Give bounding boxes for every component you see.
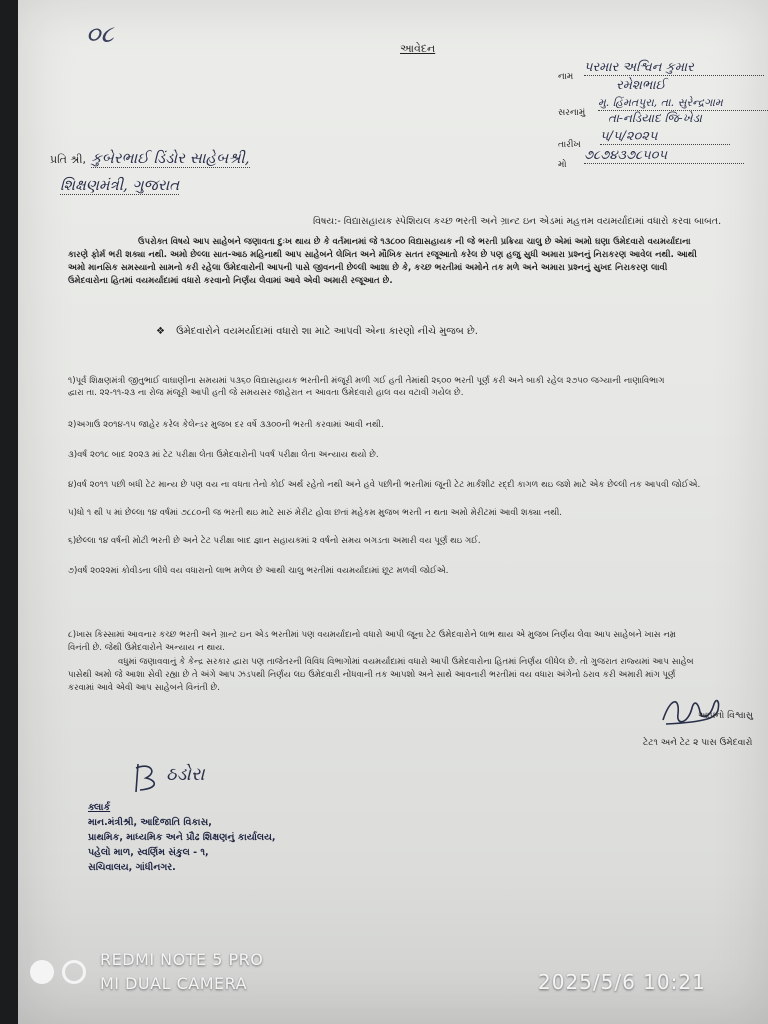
camera-watermark	[30, 948, 263, 996]
clerk-scribble-icon	[130, 758, 170, 798]
intro-paragraph	[68, 236, 768, 288]
point-item	[68, 566, 768, 576]
sender-block	[558, 60, 768, 172]
date-label: તારીખ	[558, 140, 581, 150]
office-stamp	[88, 800, 276, 875]
point-line: વિનંતી છે. જેથી ઉમેદવારોને અન્યાય ન થાય.	[68, 643, 226, 653]
photo-datetime: 2025/5/6 10:21	[538, 970, 706, 994]
point-item	[68, 480, 768, 490]
clerk-initials-text: ઠડોરા	[166, 764, 205, 785]
letter-page	[18, 0, 768, 1024]
stamp-line: માન.મંત્રીશ્રી, આદિજાતિ વિકાસ,	[88, 817, 212, 828]
subject-line: વિષય:- વિદ્યાસહાયક સ્પેશિયલ કચ્છ ભરતી અને ગ્રાન્ટ ઇન એડમાં મહત્તમ વયમર્યાદામાં વધારો કરવા બાબત.	[313, 216, 722, 227]
page-title: આવેદન	[400, 42, 436, 55]
point-line: ૭)વર્ષ ૨૦૨૨માં કોવીડના લીધે વય વધારાનો લાભ મળેલ છે આથી ચાલુ ભરતીમાં વયમર્યાદામાં છૂટ મળવી જોઈએ.	[68, 566, 449, 576]
page-mark-handwritten: ૦૮	[86, 20, 114, 48]
address-value-2: તા-નડિયાદ જિ-ખેડા	[608, 111, 702, 125]
point-item	[68, 450, 768, 460]
recipient-name: કુબેરભાઈ ડિંડોર સાહેબશ્રી,	[91, 149, 250, 167]
stamp-line: પ્રાથમિક, માધ્યમિક અને પ્રૌઢ શિક્ષણનું કાર્યાલય,	[88, 832, 276, 843]
point-line: ૪)વર્ષ ૨૦૧૧ પછી બધી ટેટ માન્ય છે પણ વય ના વધતા તેનો કોઈ અર્થ રહેતો નથી અને હવે પછીની ભરતીમાં જૂની ટેટ માર્કશીટ રદ્દી કાગળ થઇ જશે માટે એક છેલ્લી તક આપવી જોઈએ.	[68, 480, 701, 490]
recipient-prefix: પ્રતિ શ્રી,	[50, 153, 87, 166]
reasons-heading-text: ઉમેદવારોને વયમર્યાદામાં વધારો શા માટે આપવી એના કારણો નીચે મુજબ છે.	[176, 326, 478, 337]
name-value: પરમાર અશ્વિન કુમાર	[584, 60, 764, 76]
clerk-label: ક્લાર્ક	[88, 802, 111, 813]
signoff-group: ટેટ૧ અને ટેટ ૨ પાસ ઉમેદવારો	[643, 738, 753, 748]
date-value: ૫/૫/૨૦૨૫	[600, 129, 730, 145]
signoff-trust: આપનો વિશ્વાસુ	[698, 711, 754, 721]
stamp-line: પહેલો માળ, સ્વર્ણિમ સંકુલ - ૧,	[88, 847, 209, 858]
closing-line: પાસેથી અમો જે આશા સેવી રહ્યા છે તે અંગે આપ ઝડપથી નિર્ણય લઇ ઉમેદવારી નોંધવાની તક આપશો અને સાથે આવનારી ભરતીમાં વય વધારા અંગેનો ઠરાવ કરી અમારી માંગ પૂર્ણ	[68, 670, 676, 680]
stamp-line: સચિવાલય, ગાંધીનગર.	[88, 862, 176, 873]
point-item	[68, 536, 768, 546]
camera-model: REDMI NOTE 5 PRO	[100, 950, 264, 969]
point-line: ૧)પૂર્વ શિક્ષણમંત્રી જીતુભાઈ વાઘાણીના સમયમાં ૫૩૬૦ વિદ્યાસહાયક ભરતીની મંજૂરી મળી ગઈ હતી તેમાંથી ૨૬૦૦ ભરતી પૂર્ણ કરી અને બાકી રહેલ ૨૭૫૦ જગ્યાની નાણાવિભાગ	[68, 376, 665, 386]
intro-line: કારણે ફોર્મ ભરી શક્યા નથી. અમો છેલ્લા સાત-આઠ મહિનાથી આપ સાહેબને લેખિત અને મૌખિક સતત રજૂઆતો કરેલ છે પણ હજુ સુધી અમારા પ્રશ્નનું નિરાકરણ આવેલ નથી. આથી	[68, 250, 697, 260]
camera-dot-icon	[30, 960, 54, 984]
mobile-value: ૭૮૭૪૩૭૮૫૦૫	[584, 148, 744, 164]
closing-line: કરવામાં આવે એવી આપ સાહેબને વિનંતી છે.	[68, 683, 220, 693]
point-item	[68, 376, 768, 398]
address-value: મુ. હિંમતપુરા, તા. સુરેન્દ્રગામ	[598, 96, 768, 111]
camera-ring-icon	[62, 960, 86, 984]
address-label: સરનામું	[558, 108, 586, 118]
recipient-designation: શિક્ષણમંત્રી, ગુજરાત	[60, 176, 180, 194]
closing-line: વધુમાં જણાવવાનું કે કેન્દ્ર સરકાર દ્વારા પણ તાજેતરની વિવિધ વિભાગોમાં વયમર્યાદામાં વધારો આપી ઉમેદવારોના હિતમાં નિર્ણય લીધેલ છે. તો ગુજરાત રાજ્યમાં આપ સાહેબ	[118, 657, 694, 667]
name-value-2: રમેશભાઈ	[616, 78, 666, 93]
signature-scribble-icon	[658, 690, 728, 730]
point-line: ૨)અગાઉ ૨૦૧૪-૧૫ જાહેર કરેલ કેલેન્ડર મુજબ દર વર્ષે ૩૩૦૦ની ભરતી કરવામાં આવી નથી.	[68, 420, 384, 430]
point-line: દ્વારા તા. ૨૨-૧૧-૨૩ ના રોજ મંજૂરી આપી હતી જે સમયસર જાહેરાત ન આવતા ઉમેદવારો હાલ વય વટાવી ગયેલ છે.	[68, 388, 464, 398]
point-line: ૩)વર્ષ ૨૦૧૮ બાદ ૨૦૨૩ માં ટેટ પરીક્ષા લેતા ઉમેદવારોની પવર્ષ પરીક્ષા લેતા અન્યાય થયો છે.	[68, 450, 379, 460]
intro-line: ઉમેદવારોના હિતમાં વયમર્યાદામાં વધારો કરવાનો નિર્ણય લેવામાં આવે એવી અમારી રજૂઆત છે.	[68, 276, 393, 286]
bullet-icon: ❖	[156, 326, 165, 337]
recipient-block	[50, 148, 250, 194]
camera-type: MI DUAL CAMERA	[100, 974, 248, 993]
point-item	[68, 630, 768, 653]
reasons-heading	[156, 326, 478, 337]
point-item	[68, 508, 768, 518]
mobile-label: મો	[558, 160, 567, 170]
point-item	[68, 420, 768, 430]
point-line: ૫)ધો ૧ થી ૫ માં છેલ્લા ૧૪ વર્ષમાં ૭૮૮૦ની જ ભરતી થઇ માટે સારું મેરીટ હોવા છતાં મહેકમ મુજબ ભરતી ન થતા અમો મેરીટમાં આવી શક્યા નથી.	[68, 508, 563, 518]
name-label: નામ	[558, 72, 574, 82]
clerk-initials	[130, 758, 170, 802]
intro-line: અમો માનસિક સમસ્યાનો સામનો કરી રહેલા ઉમેદવારોની આપની પાસે જીવનની છેલ્લી આશા છે કે, કચ્છ ભરતીમાં અમોને તક મળે અને અમારા પ્રશ્નનું સુખદ નિરાકરણ લાવી	[68, 263, 668, 273]
intro-line: ઉપરોક્ત વિષયે આપ સાહેબને જણાવતા દુઃખ થાય છે કે વર્તમાનમાં જે ૧૩૮૦૦ વિદ્યાસહાયક ની જે ભરતી પ્રક્રિયા ચાલુ છે એમાં અમો ઘણા ઉમેદવારો વયમર્યાદાના	[138, 237, 691, 247]
point-line: ૬)છેલ્લા ૧૪ વર્ષની મોટી ભરતી છે અને ટેટ પરીક્ષા બાદ જ્ઞાન સહાયકમાં ૨ વર્ષનો સમય બગડતા અમારી વય પૂર્ણ થઇ ગઈ.	[68, 536, 481, 546]
point-line: ૮)ખાસ કિસ્સામાં આવનાર કચ્છ ભરતી અને ગ્રાન્ટ ઇન એડ ભરતીમાં પણ વયમર્યાદાનો વધારો આપી જૂના ટેટ ઉમેદવારોને લાભ થાય એ મુજબ નિર્ણય લેવા આપ સાહેબને ખાસ નમ્ર	[68, 630, 676, 640]
